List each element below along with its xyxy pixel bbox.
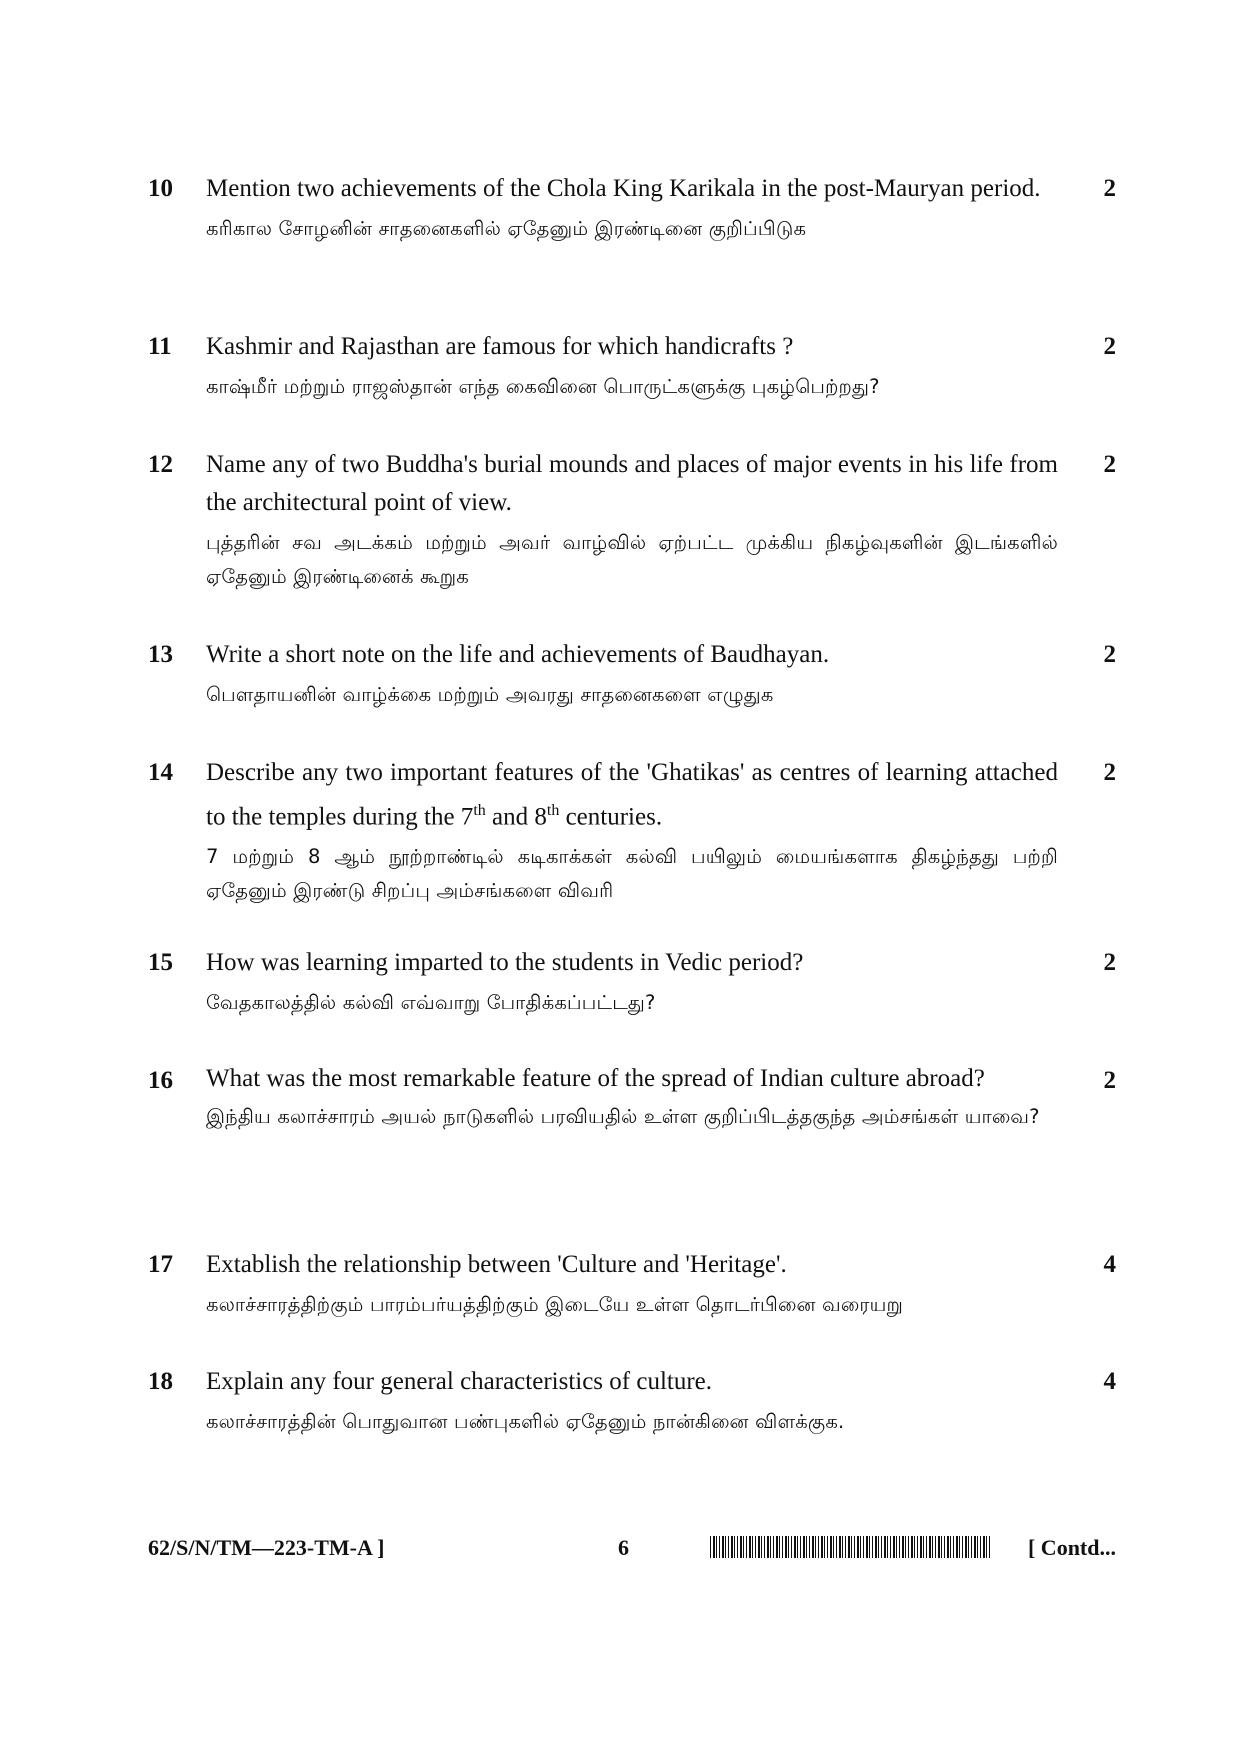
question-12	[148, 446, 1116, 594]
question-text-english: What was the most remarkable feature of the spread of Indian culture abroad?	[206, 1065, 985, 1092]
question-marks: 4	[1103, 1368, 1116, 1395]
question-marks: 2	[1103, 333, 1116, 360]
question-15	[148, 944, 1116, 1020]
question-text-tamil: கரிகால சோழனின் சாதனைகளில் ஏதேனும் இரண்டினை குறிப்பிடுக	[206, 217, 807, 240]
question-number: 11	[148, 333, 172, 360]
question-text-tamil: கலாச்சாரத்தின் பொதுவான பண்புகளில் ஏதேனும் நான்கினை விளக்குக.	[206, 1410, 845, 1433]
question-13	[148, 636, 1116, 712]
question-text-tamil: கலாச்சாரத்திற்கும் பாரம்பர்யத்திற்கும் இடையே உள்ள தொடர்பினை வரையறு	[206, 1293, 904, 1316]
question-number: 10	[148, 175, 173, 202]
question-10	[148, 170, 1116, 246]
continued-label: [ Contd...	[1027, 1535, 1116, 1560]
question-text-tamil: காஷ்மீர் மற்றும் ராஜஸ்தான் எந்த கைவினை பொருட்களுக்கு புகழ்பெற்றது?	[206, 375, 880, 398]
question-number: 18	[148, 1368, 173, 1395]
question-16	[148, 1062, 1116, 1134]
barcode	[710, 1536, 990, 1558]
question-text-tamil: இந்திய கலாச்சாரம் அயல் நாடுகளில் பரவியதில் உள்ள குறிப்பிடத்தகுந்த அம்சங்கள் யாவை?	[206, 1105, 1040, 1128]
question-text-english: Write a short note on the life and achievements of Baudhayan.	[206, 641, 830, 668]
question-number: 17	[148, 1251, 173, 1278]
page-footer	[148, 1530, 1116, 1566]
question-text-english: Explain any four general characteristics of culture.	[206, 1368, 713, 1395]
question-text-english: Name any of two Buddha's burial mounds and places of major events in his life from the architectural point of view.	[206, 451, 1058, 516]
question-text-english: How was learning imparted to the students in Vedic period?	[206, 949, 804, 976]
page-number: 6	[618, 1535, 629, 1560]
question-marks: 2	[1103, 1067, 1116, 1094]
question-text-tamil: புத்தரின் சவ அடக்கம் மற்றும் அவர் வாழ்வில் ஏற்பட்ட முக்கிய நிகழ்வுகளின் இடங்களில் ஏதேனும் இரண்டினைக் கூறுக	[206, 531, 1058, 588]
question-text-english	[206, 754, 1058, 836]
question-marks: 2	[1103, 641, 1116, 668]
question-marks: 2	[1103, 175, 1116, 202]
paper-code: 62/S/N/TM—223-TM-A ]	[148, 1535, 385, 1560]
question-11	[148, 328, 1116, 404]
question-marks: 2	[1103, 759, 1116, 786]
question-18	[148, 1363, 1116, 1439]
question-marks: 4	[1103, 1251, 1116, 1278]
question-text-english: Kashmir and Rajasthan are famous for which handicrafts ?	[206, 333, 794, 360]
question-text-english: Extablish the relationship between 'Culture and 'Heritage'.	[206, 1251, 787, 1278]
question-marks: 2	[1103, 949, 1116, 976]
question-17	[148, 1246, 1116, 1322]
question-text-tamil: பௌதாயனின் வாழ்க்கை மற்றும் அவரது சாதனைகளை எழுதுக	[206, 683, 774, 706]
question-text-tamil: வேதகாலத்தில் கல்வி எவ்வாறு போதிக்கப்பட்டது?	[206, 991, 656, 1014]
question-text-part: and 8	[485, 803, 547, 831]
question-text-english: Mention two achievements of the Chola King Karikala in the post-Mauryan period.	[206, 175, 1041, 202]
question-marks: 2	[1103, 451, 1116, 478]
question-number: 14	[148, 759, 173, 786]
question-number: 15	[148, 949, 173, 976]
question-number: 12	[148, 451, 173, 478]
superscript-th: th	[546, 802, 560, 819]
question-text-tamil: 7 மற்றும் 8 ஆம் நூற்றாண்டில் கடிகாக்கள் கல்வி பயிலும் மையங்களாக திகழ்ந்தது பற்றி ஏதேனும் இரண்டு சிறப்பு அம்சங்களை விவரி	[206, 845, 1058, 903]
question-text-part: centuries.	[559, 803, 663, 831]
superscript-th: th	[473, 802, 486, 819]
question-number: 13	[148, 641, 173, 668]
question-14	[148, 754, 1116, 908]
question-text-part: Describe any two important features of the 'Ghatikas' as centres of learning attached to the temples during the 7	[206, 759, 1058, 831]
question-number: 16	[148, 1067, 173, 1094]
